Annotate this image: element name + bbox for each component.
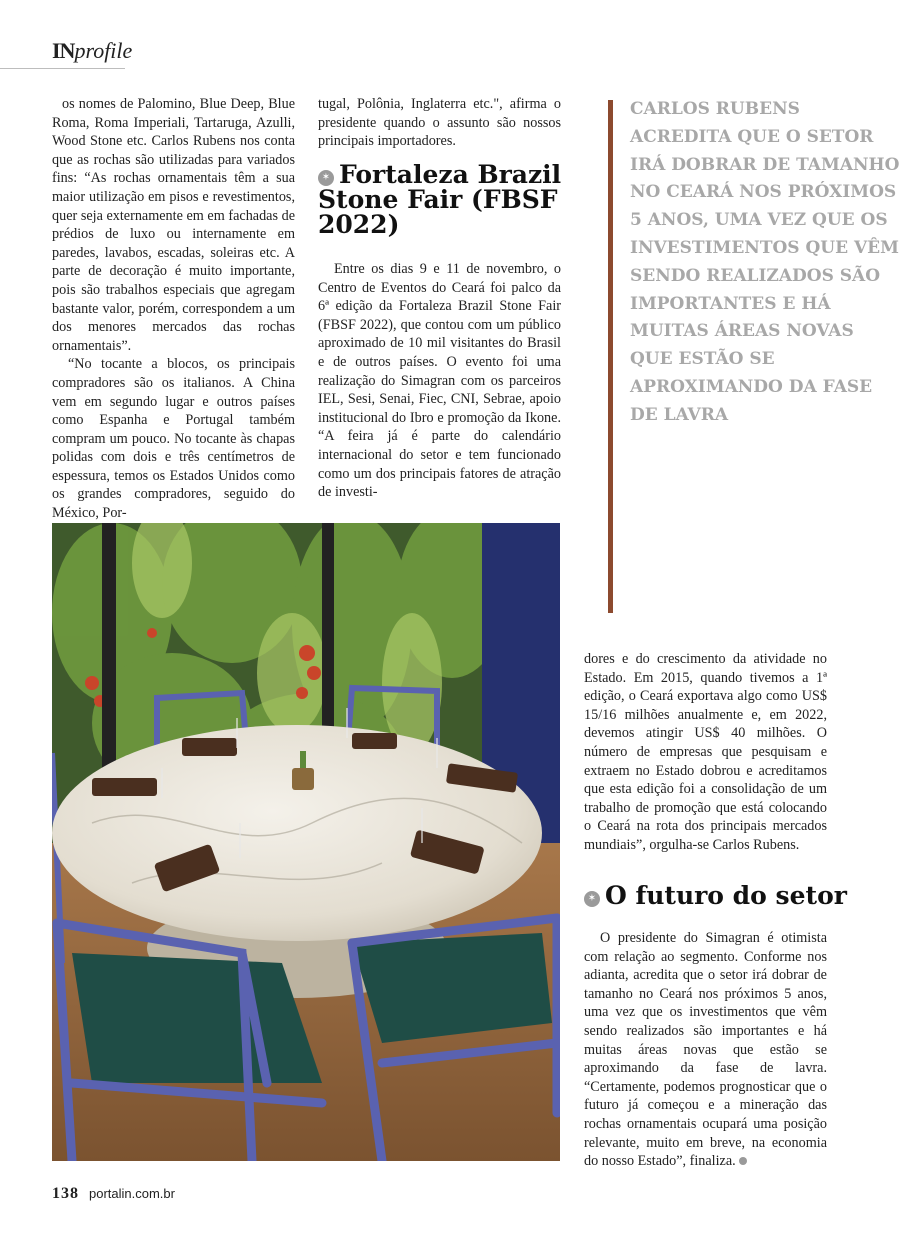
pull-quote: CARLOS RUBENS ACREDITA QUE O SETOR IRÁ DOBRAR DE TAMANHO NO CEARÁ NOS PRÓXIMOS 5 ANOS, UMA VEZ QUE OS INVESTIMENTOS QUE VÊM SENDO REALIZADOS SÃO IMPORTANTES E HÁ MUITAS ÁREAS NOVAS QUE ESTÃO SE APROXIMANDO DA FASE DE LAVRA <box>630 99 900 425</box>
section-heading-futuro <box>584 881 847 910</box>
heading-text: O futuro do setor <box>605 881 847 910</box>
paragraph <box>584 929 827 1171</box>
heading-text: Fortaleza Brazil Stone Fair (FBSF 2022) <box>318 160 562 239</box>
end-mark-icon <box>739 1157 747 1165</box>
paragraph: os nomes de Palomino, Blue Deep, Blue Roma, Roma Imperiali, Tartaruga, Azulli, Wood Stone etc. Carlos Rubens nos conta que as rochas são utilizadas para variados fins: “As rochas ornamentais têm a sua maior utilização em pisos e revestimentos, quer seja externamente em em fachadas de prédios de luxo ou internamente em paredes, lavabos, escadas, soleiras etc. A parte de decoração é muito importante, pois são trabalhos especiais que agregam bastante valor, porém, correspondem a um dos menores mercados das rochas ornamentais”. <box>52 96 295 354</box>
bullet-icon: ✶ <box>318 170 334 186</box>
restaurant-table-photo <box>52 523 560 1161</box>
paragraph-text: O presidente do Simagran é otimista com relação ao segmento. Conforme nos adianta, acredita que o setor irá dobrar de tamanho no Ceará nos próximos 5 anos, uma vez que os investimentos que vêm sendo realizados são importantes e há muitas áreas novas que estão se aproximando da fase de lavra. “Certamente, podemos prognosticar que o futuro já começou e a mineração das rochas ornamentais ocupará uma posição relevante, muito em breve, na economia do nosso Estado”, finaliza. <box>584 930 827 1170</box>
section-name: profile <box>74 38 133 63</box>
magazine-header <box>52 38 132 64</box>
page-footer <box>52 1185 175 1203</box>
header-divider <box>0 68 125 69</box>
article-column-4 <box>584 929 827 1171</box>
paragraph: “No tocante a blocos, os principais compradores são os italianos. A China vem em segundo lugar e outros países como Espanha e Portugal também compram um pouco. No tocante às chapas polidas com dois e três centímetros de espessura, temos os Estados Unidos como os grandes compradores, seguido do México, Por- <box>52 356 295 522</box>
article-column-2 <box>318 95 561 155</box>
bullet-icon: ✶ <box>584 891 600 907</box>
article-column-3 <box>584 650 827 855</box>
page-number: 138 <box>52 1185 79 1202</box>
website-url: portalin.com.br <box>89 1186 175 1201</box>
magazine-brand: IN <box>52 38 75 63</box>
paragraph: Entre os dias 9 e 11 de novembro, o Centro de Eventos do Ceará foi palco da 6ª edição da Fortaleza Brazil Stone Fair (FBSF 2022), que contou com um público aproximado de 10 mil visitantes do Brasil e de outros países. O evento foi uma realização do Simagran com os parceiros IEL, Sesi, Senai, Fiec, CNI, Sebrae, apoio institucional do Ibro e promoção da Ikone. “A feira já é parte do calendário internacional do setor e tem funcionado como um dos principais fatores de atração de investi- <box>318 261 561 501</box>
article-column-2-body <box>318 260 561 502</box>
pull-quote-bar <box>608 100 613 613</box>
paragraph: dores e do crescimento da atividade no Estado. Em 2015, quando tivemos a 1ª edição, o Ceará exportava algo como US$ 15/16 milhões anualmente e, em 2022, devemos atingir US$ 40 milhões. O número de empresas que pesquisam e extraem no Estado dobrou e acreditamos que esta edição foi a consolidação de um trabalho de promoção que está colocando o Ceará na rota dos principais mercados mundiais”, orgulha-se Carlos Rubens. <box>584 651 827 853</box>
paragraph: tugal, Polônia, Inglaterra etc.", afirma o presidente quando o assunto são nossos principais importadores. <box>318 96 561 150</box>
section-heading-fbsf <box>318 162 568 237</box>
article-column-1 <box>52 95 295 523</box>
